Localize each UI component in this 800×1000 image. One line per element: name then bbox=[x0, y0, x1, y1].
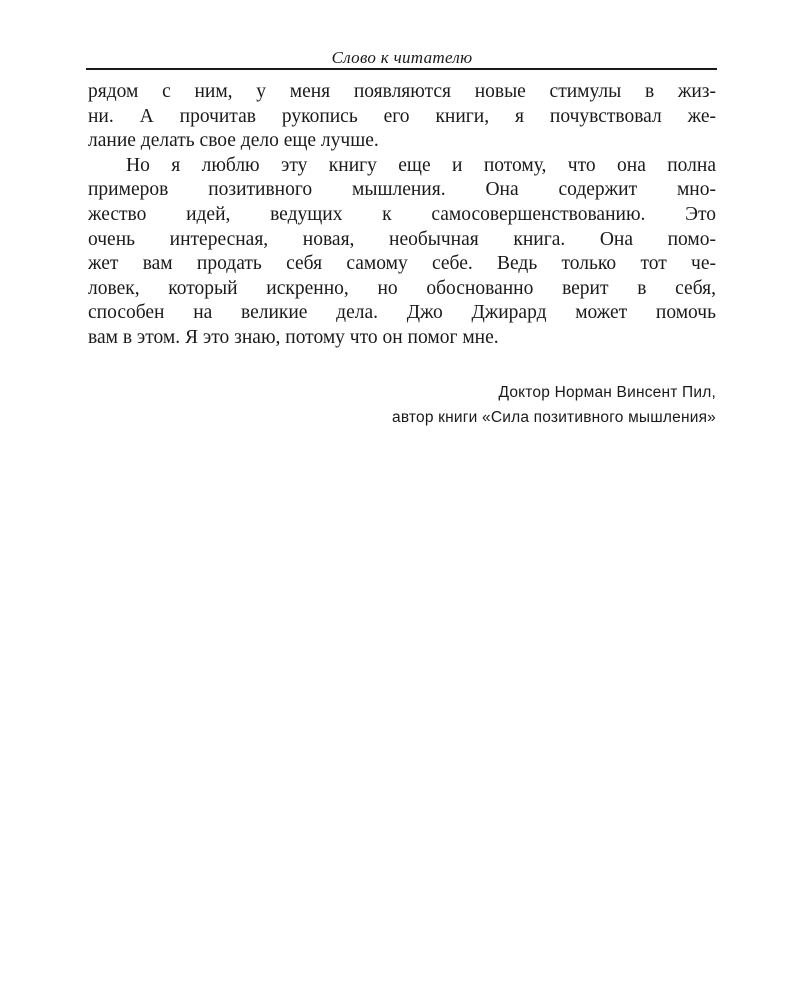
text-line: примеров позитивного мышления. Она содержит мно- bbox=[88, 179, 716, 201]
text-line: ловек, который искренно, но обоснованно верит в себя, bbox=[88, 277, 716, 299]
text-line: жет вам продать себя самому себе. Ведь только тот че- bbox=[88, 253, 716, 275]
paragraph-2 bbox=[88, 154, 716, 351]
signature-author: Доктор Норман Винсент Пил, bbox=[498, 384, 716, 401]
text-line: лание делать свое дело еще лучше. bbox=[88, 130, 379, 152]
paragraph-1 bbox=[88, 80, 716, 154]
text-line: рядом с ним, у меня появляются новые стимулы в жиз- bbox=[88, 81, 716, 102]
signature bbox=[392, 380, 716, 430]
text-line: жество идей, ведущих к самосовершенствованию. Это bbox=[88, 203, 716, 225]
text-line: способен на великие дела. Джо Джирард может помочь bbox=[88, 302, 716, 324]
text-line: очень интересная, новая, необычная книга. Она помо- bbox=[88, 228, 716, 250]
body-text bbox=[88, 80, 716, 351]
signature-credit: автор книги «Сила позитивного мышления» bbox=[392, 409, 716, 426]
header-rule bbox=[86, 68, 717, 70]
text-line: Но я люблю эту книгу еще и потому, что она полна bbox=[126, 154, 716, 176]
text-line: ни. А прочитав рукопись его книги, я почувствовал же- bbox=[88, 105, 716, 127]
running-head: Слово к читателю bbox=[331, 48, 473, 67]
text-line: вам в этом. Я это знаю, потому что он помог мне. bbox=[88, 326, 499, 348]
